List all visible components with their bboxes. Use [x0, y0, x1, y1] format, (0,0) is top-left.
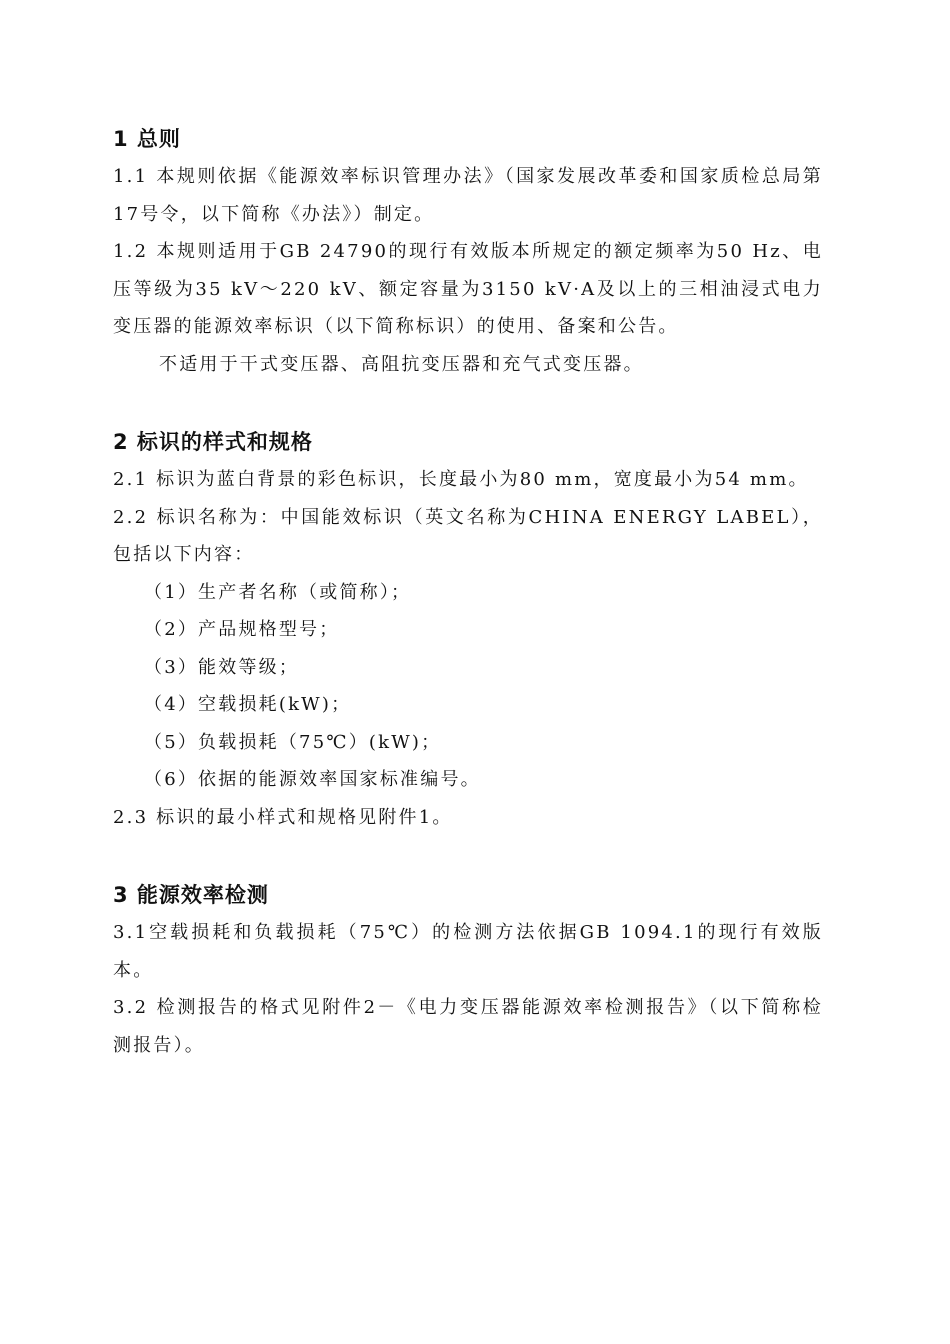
document-page: [113, 120, 823, 1064]
section-efficiency-testing: [113, 876, 823, 1064]
list-item: （5）负载损耗（75℃）(kW)；: [144, 731, 442, 753]
paragraph: 不适用于干式变压器、高阻抗变压器和充气式变压器。: [159, 353, 644, 375]
list-item: （6）依据的能源效率国家标准编号。: [144, 769, 481, 790]
paragraph: 3.1空载损耗和负载损耗（75℃）的检测方法依据GB 1094.1的现行有效版本。: [113, 922, 823, 981]
section-heading: 3 能源效率检测: [113, 883, 269, 907]
section-spacer: [113, 383, 823, 423]
list-item: （4）空载损耗(kW)；: [144, 694, 352, 715]
section-spacer: [113, 836, 823, 876]
paragraph: 1.2 本规则适用于GB 24790的现行有效版本所规定的额定频率为50 Hz、电压等级为35 kV～220 kV、额定容量为3150 kV·A及以上的三相油浸式电力变压器的能源效率标识（以下简称标识）的使用、备案和公告。: [113, 241, 823, 337]
paragraph: 2.1 标识为蓝白背景的彩色标识，长度最小为80 mm，宽度最小为54 mm。: [113, 469, 809, 490]
list-item: （1）生产者名称（或简称）；: [144, 581, 412, 603]
paragraph: 1.1 本规则依据《能源效率标识管理办法》（国家发展改革委和国家质检总局第17号令，以下简称《办法》）制定。: [113, 166, 823, 225]
section-label-style: [113, 423, 823, 836]
section-general: [113, 120, 823, 383]
list-item: （2）产品规格型号；: [144, 619, 340, 640]
paragraph: 3.2 检测报告的格式见附件2－《电力变压器能源效率检测报告》（以下简称检测报告）。: [113, 997, 823, 1056]
section-heading: 2 标识的样式和规格: [113, 430, 313, 454]
paragraph: 2.3 标识的最小样式和规格见附件1。: [113, 806, 453, 828]
list-item: （3）能效等级；: [144, 656, 300, 678]
paragraph: 2.2 标识名称为：中国能效标识（英文名称为CHINA ENERGY LABEL），包括以下内容：: [113, 506, 823, 565]
section-heading: 1 总则: [113, 127, 181, 151]
